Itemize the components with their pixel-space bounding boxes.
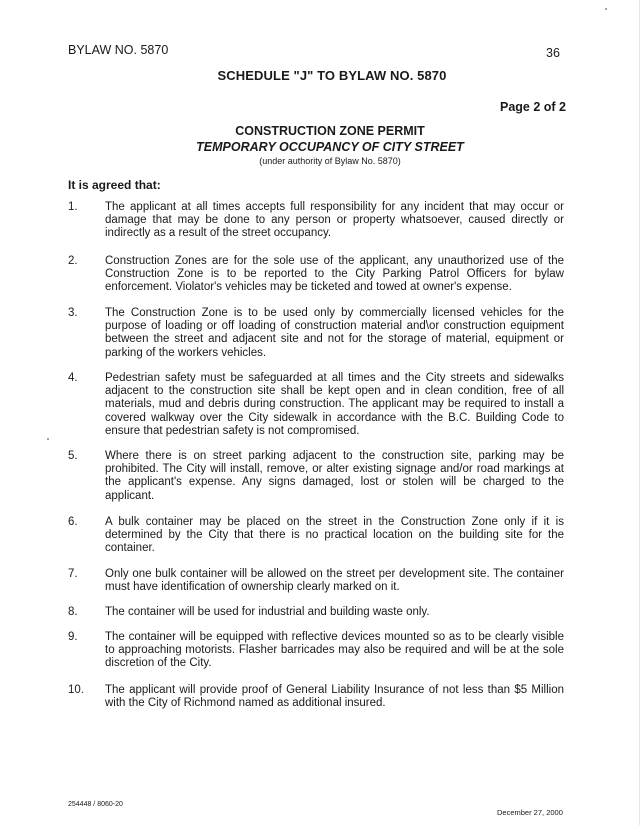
page-indicator: Page 2 of 2 xyxy=(500,100,566,114)
item-text: The applicant at all times accepts full responsibility for any incident that may occur or damage that may be done to any person or property whatsoever, caused directly or indirectly as a result of the street occupancy. xyxy=(105,201,564,240)
item-text: Where there is on street parking adjacent to the construction site, parking may be prohibited. The City will install, remove, or alter existing signage and/or road markings at the applicant's expense. Any signs damaged, lost or stolen will be charged to the applicant. xyxy=(105,450,564,502)
item-number: 1. xyxy=(68,201,78,213)
item-text: The container will be equipped with reflective devices mounted so as to be clearly visible to approaching motorists. Flasher barricades may also be required and will be at the sole discretion of the City. xyxy=(105,631,564,670)
scan-speck xyxy=(47,438,49,440)
list-item xyxy=(68,516,564,556)
list-item xyxy=(68,372,564,438)
item-number: 3. xyxy=(68,307,78,319)
bylaw-reference: BYLAW NO. 5870 xyxy=(68,43,169,57)
item-number: 9. xyxy=(68,631,78,643)
item-text: Construction Zones are for the sole use of the applicant, any unauthorized use of the Construction Zone is to be reported to the City Parking Patrol Officers for bylaw enforcement. Violator's vehicles may be ticketed and towed at owner's expense. xyxy=(105,255,564,294)
agreement-intro: It is agreed that: xyxy=(68,178,161,192)
title-block xyxy=(0,124,640,167)
document-date: December 27, 2000 xyxy=(497,808,563,817)
item-text: The applicant will provide proof of General Liability Insurance of not less than $5 Million with the City of Richmond named as additional insured. xyxy=(105,684,564,710)
schedule-heading: SCHEDULE "J" TO BYLAW NO. 5870 xyxy=(217,68,447,83)
list-item xyxy=(68,201,564,241)
scan-speck xyxy=(605,8,607,10)
item-number: 6. xyxy=(68,516,78,528)
item-text: The container will be used for industrial and building waste only. xyxy=(105,606,430,618)
item-text: A bulk container may be placed on the street in the Construction Zone only if it is determined by the City that there is no practical location on the building site for the container. xyxy=(105,516,564,555)
list-item xyxy=(68,568,564,594)
list-item xyxy=(68,450,564,503)
document-reference: 254448 / 8060-20 xyxy=(68,801,123,808)
item-number: 4. xyxy=(68,372,78,384)
item-number: 2. xyxy=(68,255,78,267)
list-item xyxy=(68,631,564,671)
permit-title: CONSTRUCTION ZONE PERMIT xyxy=(235,124,425,138)
item-number: 10. xyxy=(68,684,84,696)
list-item xyxy=(68,255,564,295)
authority-note: (under authority of Bylaw No. 5870) xyxy=(259,156,401,166)
list-item xyxy=(68,307,564,360)
item-number: 7. xyxy=(68,568,78,580)
permit-subtitle: TEMPORARY OCCUPANCY OF CITY STREET xyxy=(196,140,464,154)
page-number: 36 xyxy=(546,46,560,60)
item-number: 8. xyxy=(68,606,78,618)
list-item xyxy=(68,684,564,710)
item-text: The Construction Zone is to be used only by commercially licensed vehicles for the purpose of loading or off loading of construction material and\or construction equipment between the street and adjacent site and not for the storage of material, equipment or parking of the workers vehicles. xyxy=(105,307,564,359)
item-number: 5. xyxy=(68,450,78,462)
list-item xyxy=(68,606,564,619)
item-text: Only one bulk container will be allowed on the street per development site. The container must have identification of ownership clearly marked on it. xyxy=(105,568,564,594)
item-text: Pedestrian safety must be safeguarded at all times and the City streets and sidewalks adjacent to the construction site shall be kept open and in clean condition, free of all materials, mud and debris during construction. The applicant may be required to install a covered walkway over the City sidewalk in accordance with the B.C. Building Code to ensure that pedestrian safety is not compromised. xyxy=(105,372,564,437)
